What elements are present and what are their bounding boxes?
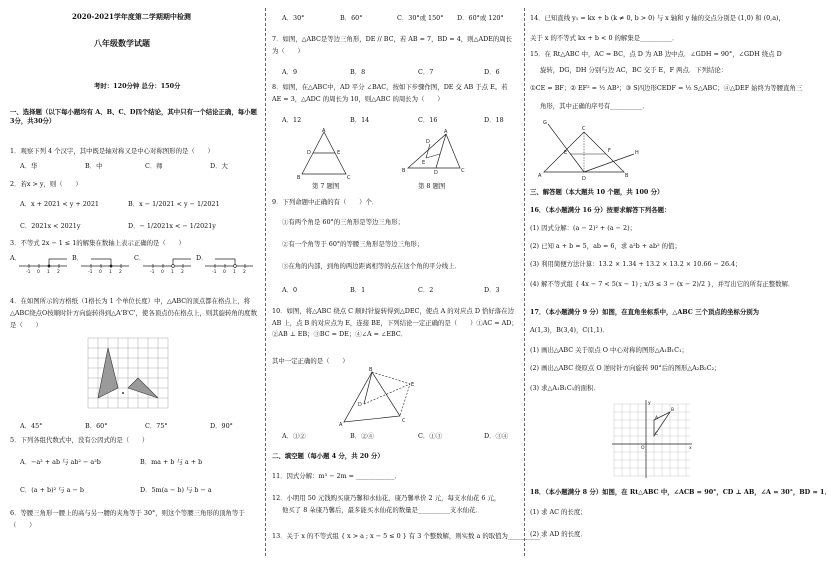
q3-option-d: D． [196, 254, 208, 262]
q17-item-1: (1) 画出△ABC 关于原点 O 中心对称的图形△A₁B₁C₁； [530, 346, 688, 354]
svg-text:C: C [402, 418, 406, 424]
q10-line-3: 其中一定正确的是（ ） [272, 357, 349, 365]
question-12-line-1: 12．小明用 50 元钱购买康乃馨和水仙花，康乃馨单价 2 元，每支水仙花 6 元， [272, 494, 501, 502]
exam-header: 2020-2021学年度第二学期期中检测 [72, 12, 191, 21]
svg-text:C: C [461, 168, 465, 174]
q5-option-a: A．−a² + ab 与 ab² − a²b [20, 458, 101, 466]
q9-option-a: A．0 [282, 286, 298, 294]
q17-item-2: (2) 画出△ABC 绕原点 O 逆时针方向旋转 90°后的图形△A₂B₂C₂； [530, 364, 721, 372]
fig8-caption: 第 8 题图 [418, 182, 446, 190]
svg-text:2: 2 [243, 270, 246, 275]
svg-text:0: 0 [223, 270, 226, 275]
q7-option-b: B．8 [350, 68, 366, 76]
question-17-title: 17．（本小题满分 9 分）如图，在直角坐标系中，△ABC 三个顶点的坐标分别为 [530, 308, 760, 316]
q4-option-d: D．90° [210, 422, 233, 430]
column-3 [530, 0, 831, 561]
svg-text:D: D [358, 402, 362, 408]
question-15-line-1: 15．在 Rt△ABC 中，AC = BC，点 D 为 AB 边中点．∠GDH = 90°，∠GDH 绕点 D [530, 50, 782, 58]
q8-option-c: C．16 [418, 116, 438, 124]
svg-text:B: B [297, 175, 301, 181]
q6-option-c: C．30°或 150° [397, 14, 444, 22]
svg-text:0: 0 [161, 270, 164, 275]
q17-item-3: (3) 求△A₁B₁C₁的面积． [530, 384, 600, 392]
question-15-line-2: 旋转，DG，DH 分别与边 AC，BC 交于 E，F 两点．下列结论： [540, 66, 728, 74]
svg-text:B: B [671, 408, 675, 413]
question-4-stem: 4．在如图所示的方格纸（1格长为 1 个单位长度）中，△ABC的顶点都在格点上，将△ABC绕点O按顺时针方向旋转得到△A'B'C'，使各顶点仍在格点上，则其旋转角的度数是（ ） [10, 297, 257, 330]
question-18-title: 18．（本小题满分 8 分）如图，在 Rt△ABC 中，∠ACB = 90°，CD ⊥ AB，∠A = 30°，BD = 1． [530, 488, 831, 496]
fig15-rotation [534, 114, 644, 184]
svg-text:E: E [337, 150, 341, 156]
q16-item-4: (4) 解不等式组 { 4x − 7 < 5(x − 1) ; x/3 ≤ 3 − (x − 2)/2 }，并写出它的所有正整数解． [530, 280, 795, 288]
exam-subject: 八年级数学试题 [94, 38, 150, 48]
q7-option-c: C．7 [418, 68, 434, 76]
q10-option-b: B．②④ [350, 432, 374, 440]
q7-option-d: D．6 [484, 68, 500, 76]
column-divider [265, 8, 266, 556]
svg-text:-1: -1 [88, 270, 93, 275]
question-6-stem: 6．等腰三角形一腰上的高与另一腰的夹角等于 30°，则这个等腰三角形的顶角等于（ ） [10, 509, 245, 529]
svg-text:C: C [347, 175, 351, 181]
section-3-title: 三、解答题（本大题共 10 个题，共 100 分） [530, 188, 664, 196]
svg-text:C: C [655, 432, 659, 437]
section-2-title: 二、填空题（每小题 4 分，共 20 分） [272, 452, 384, 460]
q8-option-b: B．14 [350, 116, 370, 124]
question-12-line-2: 他买了 8 朵康乃馨后，最多能买水仙花的数量是__________支水仙花． [282, 506, 482, 514]
svg-text:D: D [582, 176, 586, 182]
svg-text:C: C [582, 126, 586, 132]
svg-text:2: 2 [57, 270, 60, 275]
q9-option-d: D．3 [484, 286, 500, 294]
column-1 [10, 0, 260, 561]
svg-text:B: B [402, 168, 406, 174]
q4-option-c: C．75° [145, 422, 168, 430]
q9-item-1: ①有两个角是 60°的三角形是等边三角形； [282, 218, 404, 226]
fig8-triangle [400, 128, 470, 180]
svg-text:-1: -1 [150, 270, 155, 275]
q2-option-d: D．− 1/2021x < − 1/2021y [128, 222, 216, 230]
svg-text:y: y [648, 401, 651, 406]
q3-option-c: C． [134, 254, 146, 262]
q1-option-c: C．师 [145, 162, 163, 170]
question-15-line-3: ①CE = BF；② EF² = ½ AB²；③ S四边形CEDF = ½ S△ABC；④△DEF 始终为等腰直角三 [530, 84, 803, 92]
svg-text:x: x [689, 446, 692, 451]
svg-text:2: 2 [119, 270, 122, 275]
svg-text:1: 1 [233, 270, 236, 275]
fig7-caption: 第 7 题图 [312, 182, 340, 190]
q6-option-b: B．60° [340, 14, 363, 22]
question-5-stem: 5．下列各组代数式中，没有公因式的是（ ） [10, 436, 149, 444]
question-7-stem: 7．如图，△ABC是等边三角形，DE // BC，若 AB = 7，BD = 4，则△ADE的周长为（ ） [272, 35, 513, 55]
q4-grid-figure [82, 332, 174, 412]
q9-option-b: B．1 [350, 286, 366, 294]
svg-text:-1: -1 [26, 270, 31, 275]
svg-text:B: B [369, 367, 373, 373]
q16-item-3: (3) 利用简便方法计算：13.2 × 1.34 + 13.2 × 13.2 × 10.66 − 26.4； [530, 260, 742, 268]
q9-option-c: C．2 [418, 286, 434, 294]
q2-option-a: A．x + 2021 < y + 2021 [20, 200, 99, 208]
question-16-title: 16．（本小题满分 16 分）按要求解答下列各题： [530, 206, 671, 214]
q18-item-1: (1) 求 AC 的长度； [530, 508, 587, 516]
question-11: 11．因式分解：m³ − 2m = ____________． [272, 472, 401, 480]
svg-text:0: 0 [37, 270, 40, 275]
q4-option-a: A．45° [20, 422, 43, 430]
q1-option-a: A．华 [20, 162, 38, 170]
fig10-rotation [336, 366, 416, 428]
question-14-line-1: 14．已知直线 y₁ = kx + b (k ≠ 0, b > 0) 与 x 轴和 y 轴的交点分别是 (1,0) 和 (0,a)， [530, 14, 785, 22]
q1-option-b: B．中 [85, 162, 103, 170]
svg-text:A: A [444, 129, 448, 135]
svg-text:A: A [322, 128, 326, 134]
svg-text:-1: -1 [212, 270, 217, 275]
question-3-stem: 3．不等式 2x − 1 ≤ 1的解集在数轴上表示正确的是（ ） [10, 239, 185, 247]
svg-text:1: 1 [109, 270, 112, 275]
question-10-stem: 10．如图，将△ABC 绕点 C 顺时针旋转得到△DEC，使点 A 的对应点 D 恰好落在边 AB 上，点 B 的对应点为 E，连接 BE，下列结论一定正确的是（ ）①AC = AD；②AB ⊥ EB；③BC = DE；④∠A = ∠EBC． [272, 307, 518, 339]
q5-option-c: C．(a + b)² 与 a − b [20, 486, 84, 494]
svg-text:E: E [422, 160, 426, 166]
column-2 [272, 0, 547, 561]
svg-text:2: 2 [181, 270, 184, 275]
q17-coordinate-grid [610, 398, 694, 480]
q4-option-b: B．60° [85, 422, 108, 430]
q7-option-a: A．9 [282, 68, 298, 76]
q16-item-2: (2) 已知 a + b = 5，ab = 6，求 a²b + ab² 的值； [530, 242, 681, 250]
q9-item-2: ②有一个角等于 60°的等腰三角形是等边三角形； [282, 240, 424, 248]
q1-option-d: D．大 [210, 162, 228, 170]
q2-option-c: C．2021x < 2021y [20, 222, 81, 230]
q9-item-3: ③在角的内部，到角的两边距离相等的点在这个角的平分线上． [282, 262, 461, 270]
question-2-stem: 2．若x > y，则（ ） [10, 180, 82, 188]
svg-text:E: E [411, 382, 415, 388]
section-1-title: 一、选择题（以下每小题均有 A、B、C、D四个结论，其中只有一个结论正确，每小题3分，共30分） [10, 108, 257, 125]
svg-text:B: B [625, 173, 629, 179]
svg-text:1: 1 [47, 270, 50, 275]
q6-option-d: D．60°或 120° [457, 14, 504, 22]
q10-option-a: A．①② [282, 432, 306, 440]
svg-text:A: A [538, 173, 542, 179]
svg-text:0: 0 [99, 270, 102, 275]
q5-option-d: D．5m(a − b) 与 b − a [140, 486, 212, 494]
svg-text:D: D [426, 139, 430, 145]
svg-text:D: D [434, 170, 438, 176]
svg-text:A: A [339, 422, 343, 428]
svg-text:E: E [564, 150, 568, 156]
q6-option-a: A．30° [282, 14, 305, 22]
q16-item-1: (1) 因式分解：(a − 2)² + (a − 2)； [530, 224, 636, 232]
q18-item-2: (2) 求 AD 的长度． [530, 530, 587, 538]
q8-option-d: D．18 [484, 116, 504, 124]
question-1-stem: 1．观察下列 4 个汉字，其中既是轴对称又是中心对称图形的是（ ） [10, 147, 214, 155]
q5-option-b: B．ma + b 与 a + b [140, 458, 203, 466]
svg-text:D: D [307, 150, 311, 156]
svg-text:F: F [608, 148, 611, 154]
q3-number-lines [19, 252, 264, 274]
svg-text:H: H [635, 150, 639, 156]
question-8-stem: 8．如图，在△ABC中，AD 平分 ∠BAC，按如下步骤作图，DE 交 AB 于点 E。若 AE = 3，△ADC 的周长为 10，则△ABC 的周长为（ ） [272, 83, 508, 103]
q3-option-b: B． [72, 254, 84, 262]
svg-text:1: 1 [171, 270, 174, 275]
q10-option-c: C．①③ [418, 432, 443, 440]
column-divider [524, 8, 525, 556]
question-15-line-4: 角形，其中正确的序号有__________． [540, 102, 649, 110]
question-14-line-2: 关于 x 的不等式 kx + b < 0 的解集是__________． [530, 34, 679, 42]
svg-text:O: O [641, 446, 645, 451]
q10-option-d: D．③④ [484, 432, 509, 440]
svg-text:G: G [543, 120, 547, 126]
q17-coordinates: A(1,3)，B(3,4)，C(1,1)． [530, 326, 609, 334]
svg-text:A: A [655, 416, 659, 421]
q2-option-b: B．x − 1/2021 < y − 1/2021 [128, 200, 220, 208]
question-9-stem: 9．下列命题中正确的有（ ）个． [272, 198, 379, 206]
q8-option-a: A．12 [282, 116, 302, 124]
fig7-triangle [294, 128, 354, 180]
exam-info: 考时：120分钟 总分：150分 [94, 82, 181, 90]
q3-option-a: A． [10, 254, 22, 262]
question-13: 13．关于 x 的不等式组 { x > a ; x − 5 ≤ 0 } 有 3 个整数解，则实数 a 的取值为__________． [272, 532, 547, 540]
